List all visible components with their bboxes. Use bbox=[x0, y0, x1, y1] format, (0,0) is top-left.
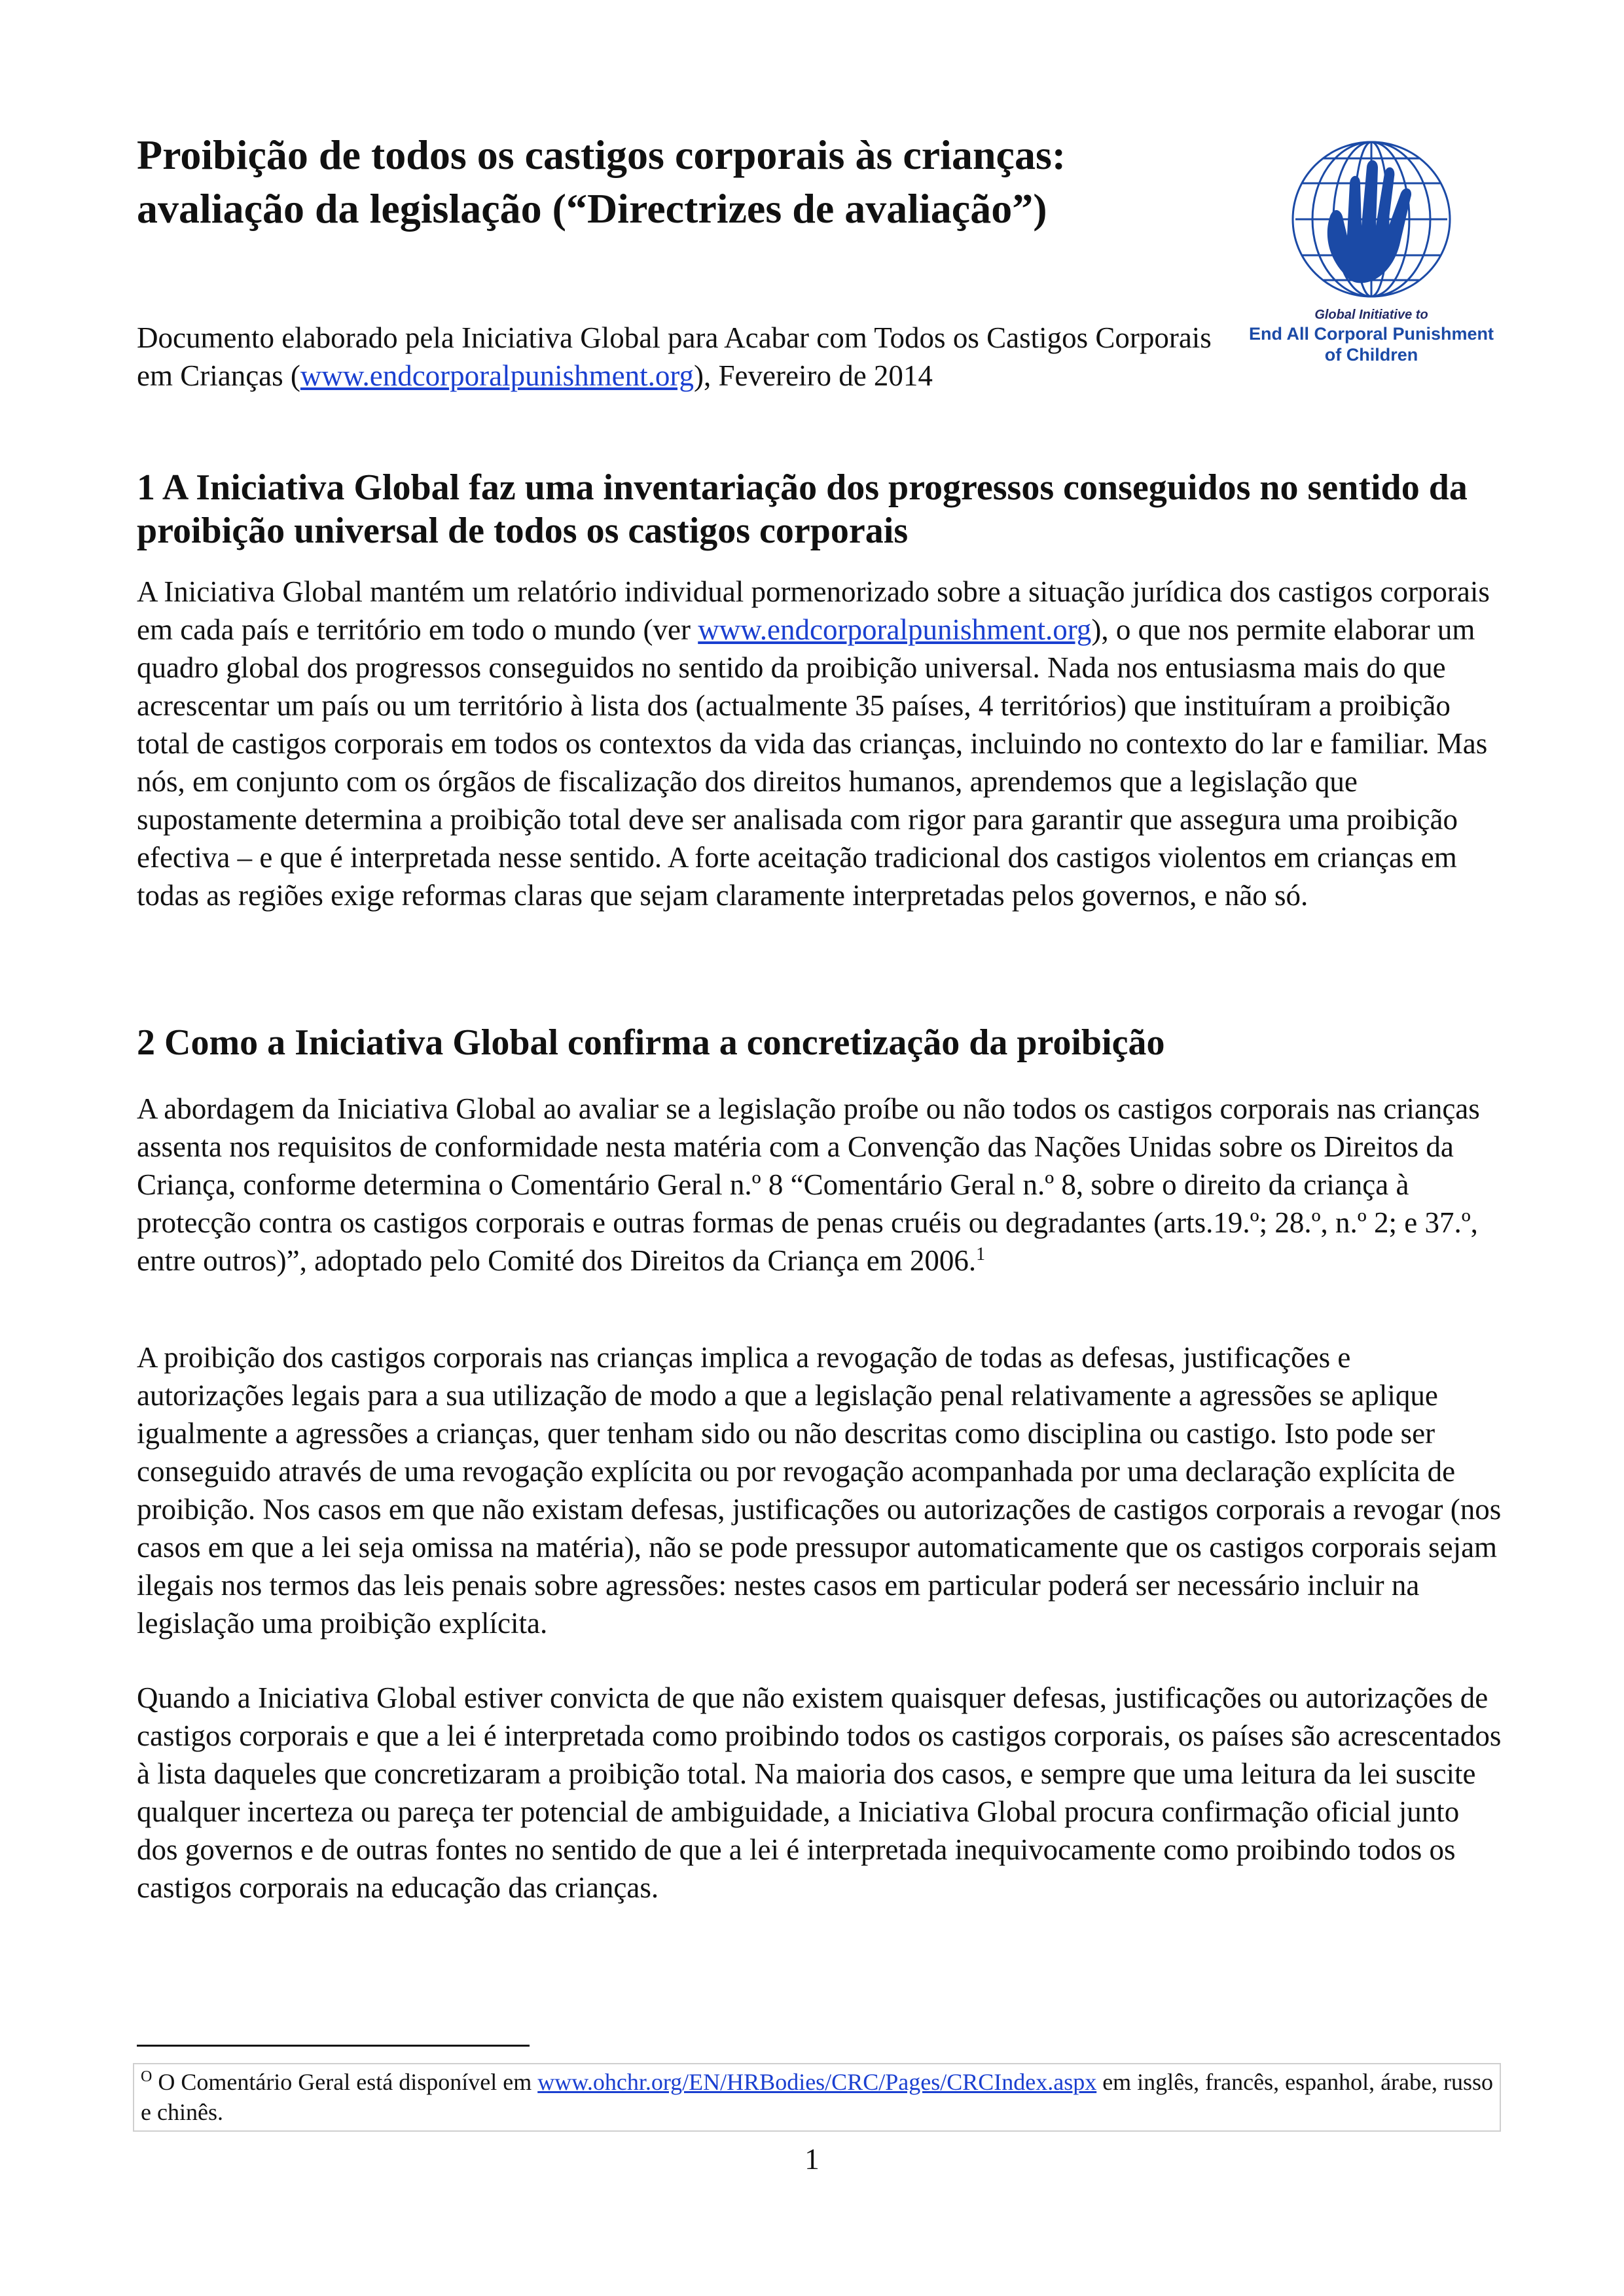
section-2-paragraph-2: A proibição dos castigos corporais nas crianças implica a revogação de todas as defesas, justificações e autorizações legais para a sua utilização de modo a que a legislação penal relativamente a agressões se aplique igualmente a agressões a crianças, quer tenham sido ou não descritas como disciplina ou castigo. Isto pode ser conseguido através de uma revogação explícita ou por revogação acompanhada por uma declaração explícita de proibição. Nos casos em que não existam defesas, justificações ou autorizações de castigos corporais a revogar (nos casos em que a lei seja omissa na matéria), não se pode pressupor automaticamente que os castigos corporais sejam ilegais nos termos das leis penais sobre agressões: nestes casos em particular poderá ser necessário incluir na legislação uma proibição explícita. bbox=[137, 1341, 1502, 1640]
section-2-heading: 2 Como a Iniciativa Global confirma a concretização da proibição bbox=[137, 1022, 1165, 1063]
section-1-text-before: A Iniciativa Global mantém um relatório individual pormenorizado sobre a situação jurídica dos castigos corporais em cada país e território em todo o mundo (ver bbox=[137, 575, 1490, 646]
footnote bbox=[133, 2063, 1501, 2132]
footnote-reference[interactable]: 1 bbox=[976, 1244, 986, 1265]
logo-caption bbox=[1247, 306, 1496, 365]
section-2-paragraph-1 bbox=[137, 1090, 1505, 1280]
footnote-text-before: O Comentário Geral está disponível em bbox=[152, 2069, 538, 2095]
section-1-heading: 1 A Iniciativa Global faz uma inventariação dos progressos conseguidos no sentido da proibição universal de todos os castigos corporais bbox=[137, 467, 1468, 551]
section-2-paragraph-1-text: A abordagem da Iniciativa Global ao avaliar se a legislação proíbe ou não todos os castigos corporais nas crianças assenta nos requisitos de conformidade nesta matéria com a Convenção das Nações Unidas sobre os Direitos da Criança, conforme determina o Comentário Geral n.º 8 “Comentário Geral n.º 8, sobre o direito da criança à protecção contra os castigos corporais e outras formas de penas cruéis ou degradantes (arts.19.º; 28.º, n.º 2; e 37.º, entre outros)”, adoptado pelo Comité dos Direitos da Criança em 2006. bbox=[137, 1092, 1480, 1277]
footnote-link[interactable]: www.ohchr.org/EN/HRBodies/CRC/Pages/CRCIndex.aspx bbox=[537, 2069, 1097, 2095]
document-title: Proibição de todos os castigos corporais às crianças: avaliação da legislação (“Directrizes de avaliação”) bbox=[137, 132, 1066, 232]
website-link[interactable]: www.endcorporalpunishment.org bbox=[300, 359, 695, 392]
footnote-marker: O bbox=[141, 2068, 153, 2085]
footnote-separator bbox=[137, 2045, 530, 2047]
subtitle-text-after: ), Fevereiro de 2014 bbox=[694, 359, 933, 392]
section-1-text-after: ), o que nos permite elaborar um quadro global dos progressos conseguidos no sentido da proibição universal. Nada nos entusiasma mais do que acrescentar um país ou um território à lista dos (actualmente 35 países, 4 territórios) que instituíram a proibição total de castigos corporais em todos os contextos da vida das crianças, incluindo no contexto do lar e familiar. Mas nós, em conjunto com os órgãos de fiscalização dos direitos humanos, aprendemos que a legislação que supostamente determina a proibição total deve ser analisada com rigor para garantir que assegura uma proibição efectiva – e que é interpretada nesse sentido. A forte aceitação tradicional dos castigos violentos em crianças em todas as regiões exige reformas claras que sejam claramente interpretadas pelos governos, e não só. bbox=[137, 613, 1488, 912]
section-1-paragraph bbox=[137, 573, 1505, 914]
logo-caption-small: Global Initiative to bbox=[1314, 308, 1428, 322]
section-1-website-link[interactable]: www.endcorporalpunishment.org bbox=[698, 613, 1092, 646]
logo-caption-line1: End All Corporal Punishment bbox=[1248, 324, 1494, 344]
section-2-paragraph-3: Quando a Iniciativa Global estiver convicta de que não existem quaisquer defesas, justificações ou autorizações de castigos corporais e que a lei é interpretada como proibindo todos os castigos corporais, os países são acrescentados à lista daqueles que concretizaram a proibição total. Na maioria dos casos, e sempre que uma leitura da lei suscite qualquer incerteza ou pareça ter potencial de ambiguidade, a Iniciativa Global procura confirmação oficial junto dos governos e de outras fontes no sentido de que a lei é interpretada inequivocamente como proibindo todos os castigos corporais na educação das crianças. bbox=[137, 1681, 1502, 1904]
footnote-text-after: em inglês, francês, espanhol, árabe, russo e chinês. bbox=[141, 2069, 1493, 2125]
document-subtitle bbox=[137, 319, 1236, 395]
page-number: 1 bbox=[804, 2143, 820, 2176]
subtitle-text-before: Documento elaborado pela Iniciativa Global para Acabar com Todos os Castigos Corporais em Crianças ( bbox=[137, 321, 1212, 392]
logo-caption-line2: of Children bbox=[1324, 345, 1418, 365]
organization-logo bbox=[1247, 137, 1496, 367]
globe-hand-icon bbox=[1283, 137, 1460, 301]
